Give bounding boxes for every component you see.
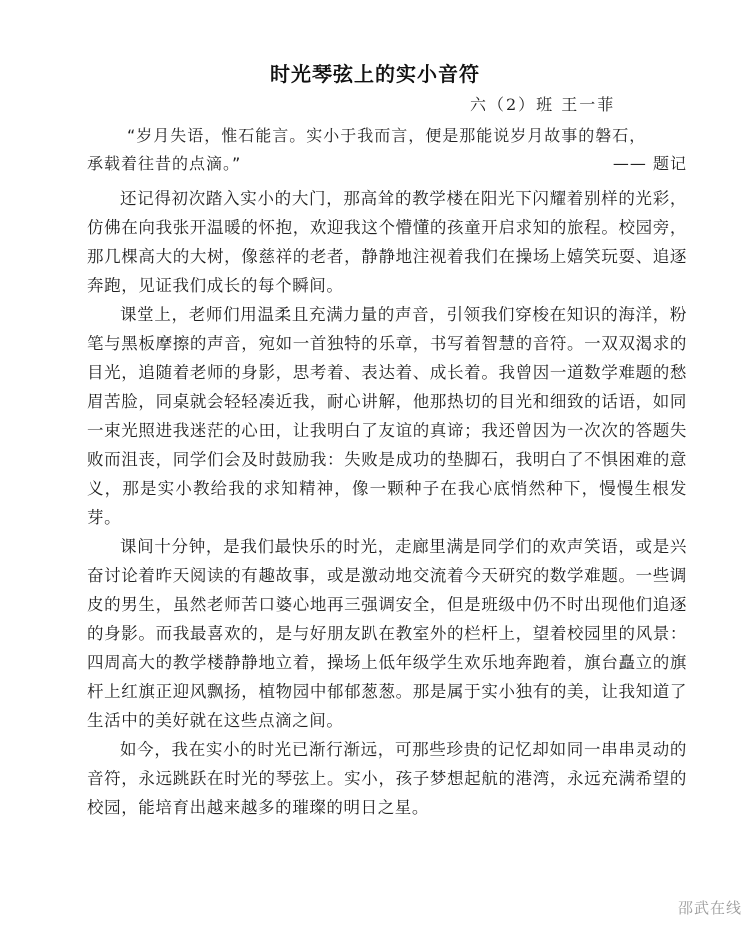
paragraph-2: 课堂上，老师们用温柔且充满力量的声音，引领我们穿梭在知识的海洋，粉笔与黑板摩擦的声音，宛如一首独特的乐章，书写着智慧的音符。一双双渴求的目光，追随着老师的身影，思考着、表达着、成长着。我曾因一道数学难题的愁眉苦脸，同桌就会轻轻凑近我，耐心讲解，他那热切的目光和细致的话语，如同一束光照进我迷茫的心田，让我明白了友谊的真谛；我还曾因为一次次的答题失败而沮丧，同学们会及时鼓励我：失败是成功的垫脚石，我明白了不惧困难的意义，那是实小教给我的求知精神，像一颗种子在我心底悄然种下，慢慢生根发芽。 [87, 305, 687, 527]
epigraph-line-1: “岁月失语，惟石能言。实小于我而言，便是那能说岁月故事的磐石， [127, 126, 647, 145]
epigraph-line-2: 承载着往昔的点滴。” [87, 154, 242, 173]
epigraph-attribution: —— 题记 [612, 154, 687, 173]
paragraph-4: 如今，我在实小的时光已渐行渐远，可那些珍贵的记忆却如同一串串灵动的音符，永远跳跃在时光的琴弦上。实小，孩子梦想起航的港湾，永远充满希望的校园，能培育出越来越多的璀璨的明日之星。 [87, 740, 687, 817]
article-title: 时光琴弦上的实小音符 [270, 62, 480, 86]
paragraph-1: 还记得初次踏入实小的大门，那高耸的教学楼在阳光下闪耀着别样的光彩，仿佛在向我张开温暖的怀抱，欢迎我这个懵懂的孩童开启求知的旅程。校园旁，那几棵高大的大树，像慈祥的老者，静静地注视着我们在操场上嬉笑玩耍、追逐奔跑，见证我们成长的每个瞬间。 [87, 189, 687, 295]
paragraph-3: 课间十分钟，是我们最快乐的时光，走廊里满是同学们的欢声笑语，或是兴奋讨论着昨天阅读的有趣故事，或是激动地交流着今天研究的数学难题。一些调皮的男生，虽然老师苦口婆心地再三强调安全，但是班级中仍不时出现他们追逐的身影。而我最喜欢的，是与好朋友趴在教室外的栏杆上，望着校园里的风景：四周高大的教学楼静静地立着，操场上低年级学生欢乐地奔跑着，旗台矗立的旗杆上红旗正迎风飘扬，植物园中郁郁葱葱。那是属于实小独有的美，让我知道了生活中的美好就在这些点滴之间。 [87, 537, 687, 730]
author-byline: 六（2）班 王一菲 [470, 95, 616, 114]
watermark: 邵武在线 [677, 899, 742, 917]
article-body [87, 184, 687, 822]
epigraph [87, 122, 687, 178]
